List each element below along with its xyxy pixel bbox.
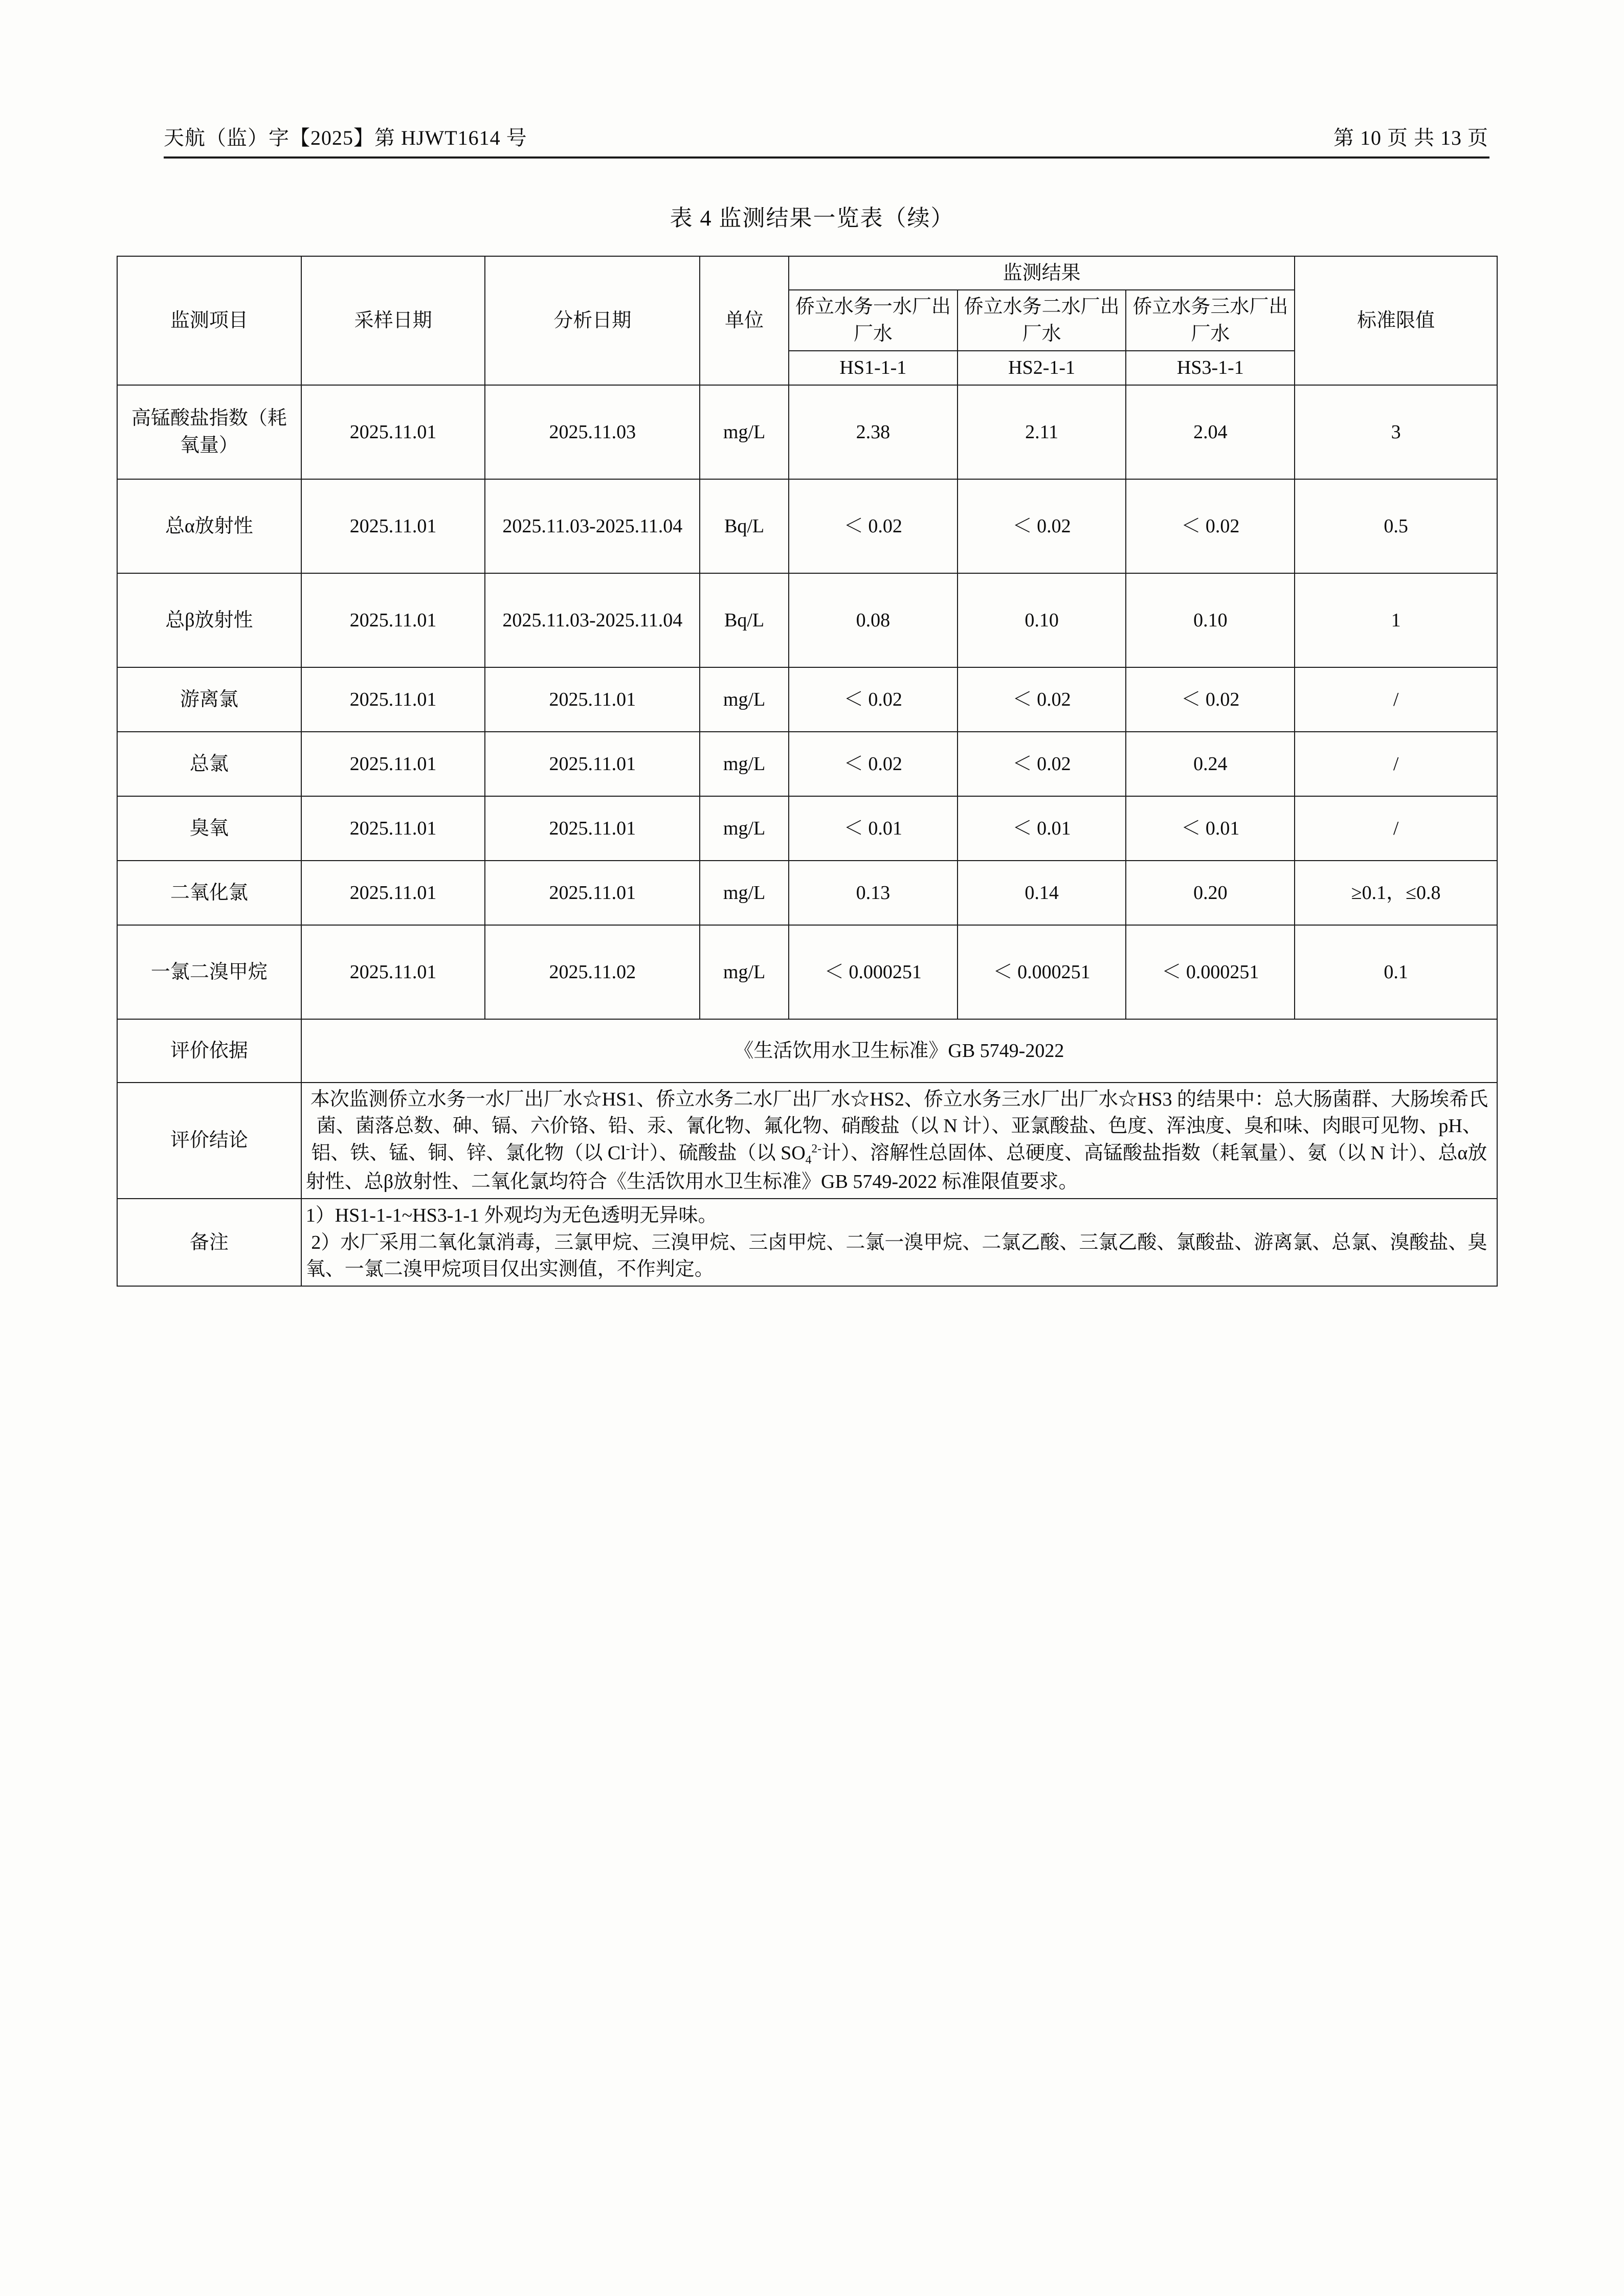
table-row — [117, 573, 1497, 667]
page-indicator: 第 10 页 共 13 页 — [1333, 126, 1488, 149]
table-row — [117, 732, 1497, 796]
table-title: 表 4 监测结果一览表（续） — [670, 206, 954, 231]
cell-sampling-date: 2025.11.01 — [301, 385, 485, 479]
cell-item: 一氯二溴甲烷 — [117, 925, 301, 1019]
remark-label: 备注 — [117, 1199, 301, 1286]
cell-analysis-date: 2025.11.03-2025.11.04 — [485, 573, 700, 667]
cell-result-hs2: ＜ 0.02 — [958, 732, 1126, 796]
cell-sampling-date: 2025.11.01 — [301, 573, 485, 667]
cell-sampling-date: 2025.11.01 — [301, 796, 485, 861]
cell-item: 总α放射性 — [117, 479, 301, 573]
cell-item: 总氯 — [117, 732, 301, 796]
col-header-item: 监测项目 — [117, 256, 301, 385]
cell-result-hs3: ＜ 0.000251 — [1126, 925, 1295, 1019]
conclusion-part-2: 计）、硫酸盐（以 SO — [630, 1142, 806, 1164]
cell-result-hs3: 0.10 — [1126, 573, 1295, 667]
col-header-sample-1-name: 侨立水务一水厂出厂水 — [789, 290, 958, 351]
remark-line-2: 2）水厂采用二氧化氯消毒，三氯甲烷、三溴甲烷、三卤甲烷、二氯一溴甲烷、二氯乙酸、三氯乙酸、氯酸盐、游离氯、总氯、溴酸盐、臭氧、一氯二溴甲烷项目仅出实测值，不作判定。 — [305, 1231, 1487, 1280]
cell-result-hs1: 2.38 — [789, 385, 958, 479]
cell-analysis-date: 2025.11.01 — [485, 732, 700, 796]
remark-line-1: 1）HS1-1-1~HS3-1-1 外观均为无色透明无异味。 — [305, 1205, 718, 1227]
cell-result-hs3: 0.24 — [1126, 732, 1295, 796]
cell-unit: mg/L — [700, 732, 789, 796]
header-divider — [164, 156, 1489, 159]
cell-item: 臭氧 — [117, 796, 301, 861]
chloride-ion-charge: - — [626, 1141, 630, 1155]
cell-result-hs3: 2.04 — [1126, 385, 1295, 479]
cell-result-hs3: ＜ 0.02 — [1126, 479, 1295, 573]
cell-analysis-date: 2025.11.03 — [485, 385, 700, 479]
col-header-sampling-date: 采样日期 — [301, 256, 485, 385]
cell-result-hs2: ＜ 0.02 — [958, 667, 1126, 732]
cell-result-hs3: ＜ 0.02 — [1126, 667, 1295, 732]
evaluation-conclusion-label: 评价结论 — [117, 1083, 301, 1199]
cell-result-hs2: ＜ 0.000251 — [958, 925, 1126, 1019]
cell-result-hs1: ＜ 0.02 — [789, 732, 958, 796]
cell-result-hs2: ＜ 0.02 — [958, 479, 1126, 573]
col-header-sample-1-code: HS1-1-1 — [789, 351, 958, 385]
document-header — [164, 122, 1488, 151]
cell-result-hs1: 0.08 — [789, 573, 958, 667]
cell-sampling-date: 2025.11.01 — [301, 861, 485, 925]
evaluation-basis-label: 评价依据 — [117, 1019, 301, 1083]
sulfate-charge: 2- — [811, 1141, 822, 1155]
cell-unit: Bq/L — [700, 573, 789, 667]
table-row — [117, 385, 1497, 479]
cell-result-hs2: 0.14 — [958, 861, 1126, 925]
cell-analysis-date: 2025.11.01 — [485, 861, 700, 925]
cell-standard-limit: 1 — [1295, 573, 1497, 667]
cell-unit: Bq/L — [700, 479, 789, 573]
evaluation-basis-row — [117, 1019, 1497, 1083]
col-header-sample-3-name: 侨立水务三水厂出厂水 — [1126, 290, 1295, 351]
cell-sampling-date: 2025.11.01 — [301, 667, 485, 732]
cell-unit: mg/L — [700, 925, 789, 1019]
cell-unit: mg/L — [700, 385, 789, 479]
document-number: 天航（监）字【2025】第 HJWT1614 号 — [164, 126, 527, 149]
cell-analysis-date: 2025.11.01 — [485, 667, 700, 732]
cell-standard-limit: 0.1 — [1295, 925, 1497, 1019]
cell-result-hs1: 0.13 — [789, 861, 958, 925]
evaluation-conclusion-row — [117, 1083, 1497, 1199]
cell-sampling-date: 2025.11.01 — [301, 732, 485, 796]
table-row — [117, 925, 1497, 1019]
cell-result-hs3: 0.20 — [1126, 861, 1295, 925]
cell-result-hs2: 0.10 — [958, 573, 1126, 667]
remark-text — [301, 1199, 1497, 1286]
cell-standard-limit: / — [1295, 732, 1497, 796]
cell-standard-limit: 0.5 — [1295, 479, 1497, 573]
col-header-sample-2-name: 侨立水务二水厂出厂水 — [958, 290, 1126, 351]
table-row — [117, 861, 1497, 925]
cell-unit: mg/L — [700, 861, 789, 925]
table-header-row-1 — [117, 256, 1497, 290]
evaluation-basis-value: 《生活饮用水卫生标准》GB 5749-2022 — [301, 1019, 1497, 1083]
cell-standard-limit: ≥0.1，≤0.8 — [1295, 861, 1497, 925]
table-row — [117, 667, 1497, 732]
cell-analysis-date: 2025.11.02 — [485, 925, 700, 1019]
monitoring-results-table — [117, 256, 1498, 1287]
cell-unit: mg/L — [700, 667, 789, 732]
col-header-sample-3-code: HS3-1-1 — [1126, 351, 1295, 385]
col-header-analysis-date: 分析日期 — [485, 256, 700, 385]
cell-analysis-date: 2025.11.03-2025.11.04 — [485, 479, 700, 573]
cell-sampling-date: 2025.11.01 — [301, 479, 485, 573]
col-header-results-group: 监测结果 — [789, 256, 1295, 290]
cell-result-hs3: ＜ 0.01 — [1126, 796, 1295, 861]
cell-sampling-date: 2025.11.01 — [301, 925, 485, 1019]
cell-item: 游离氯 — [117, 667, 301, 732]
table-row — [117, 796, 1497, 861]
remark-row — [117, 1199, 1497, 1286]
col-header-standard-limit: 标准限值 — [1295, 256, 1497, 385]
cell-result-hs2: 2.11 — [958, 385, 1126, 479]
evaluation-conclusion-text — [301, 1083, 1497, 1199]
cell-standard-limit: 3 — [1295, 385, 1497, 479]
cell-unit: mg/L — [700, 796, 789, 861]
cell-item: 高锰酸盐指数（耗氧量） — [117, 385, 301, 479]
table-row — [117, 479, 1497, 573]
cell-result-hs1: ＜ 0.01 — [789, 796, 958, 861]
col-header-unit: 单位 — [700, 256, 789, 385]
conclusion-part-1: 本次监测侨立水务一水厂出厂水☆HS1、侨立水务二水厂出厂水☆HS2、侨立水务三水厂出厂水☆HS3 的结果中：总大肠菌群、大肠埃希氏菌、菌落总数、砷、镉、六价铬、铅、汞、氰化物、氟化物、硝酸盐（以 N 计）、亚氯酸盐、色度、浑浊度、臭和味、肉眼可见物、pH、铝、铁、锰、铜、锌、氯化物（以 Cl — [310, 1088, 1488, 1164]
cell-result-hs1: ＜ 0.02 — [789, 667, 958, 732]
cell-result-hs2: ＜ 0.01 — [958, 796, 1126, 861]
cell-analysis-date: 2025.11.01 — [485, 796, 700, 861]
conclusion-part-3: 计）、溶解性总固体、总硬度、高锰酸盐指数（耗氧量）、氨（以 N 计）、总α放射性、总β放射性、二氧化氯均符合《生活饮用水卫生标准》GB 5749-2022 标准限值要求。 — [305, 1142, 1487, 1192]
sulfate-subscript: 4 — [805, 1153, 812, 1167]
cell-result-hs1: ＜ 0.000251 — [789, 925, 958, 1019]
col-header-sample-2-code: HS2-1-1 — [958, 351, 1126, 385]
cell-standard-limit: / — [1295, 667, 1497, 732]
cell-item: 二氧化氯 — [117, 861, 301, 925]
cell-result-hs1: ＜ 0.02 — [789, 479, 958, 573]
cell-item: 总β放射性 — [117, 573, 301, 667]
cell-standard-limit: / — [1295, 796, 1497, 861]
